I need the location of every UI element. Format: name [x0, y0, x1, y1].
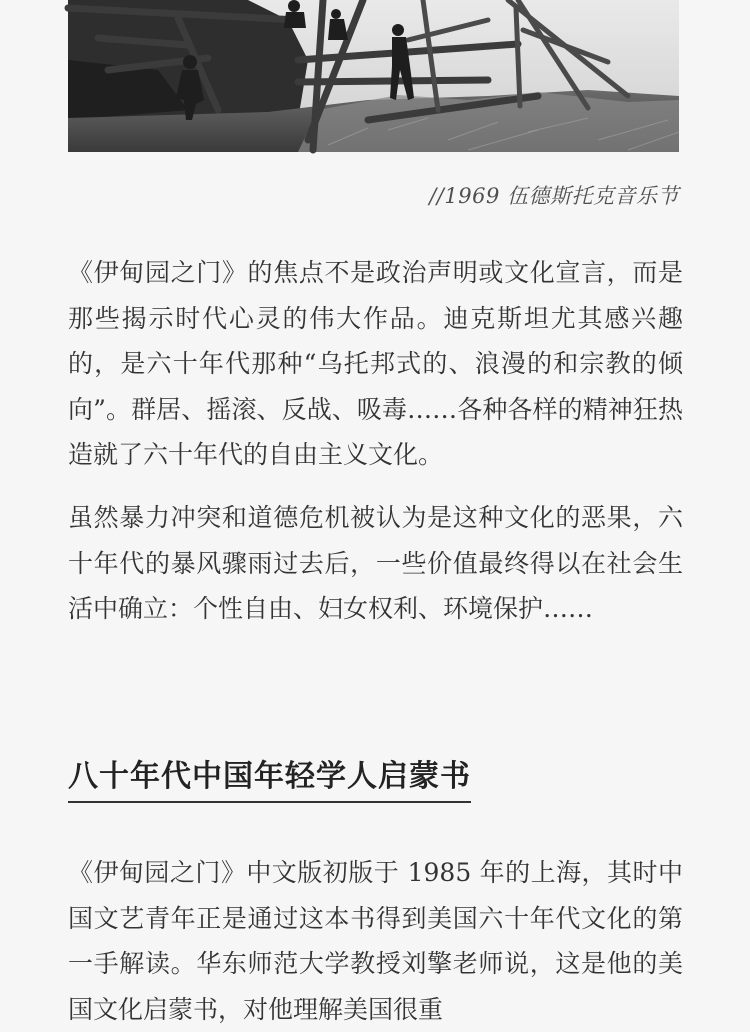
body-paragraph-1: 《伊甸园之门》的焦点不是政治声明或文化宣言，而是那些揭示时代心灵的伟大作品。迪克斯坦尤其感兴趣的，是六十年代那种“乌托邦式的、浪漫的和宗教的倾向”。群居、摇滚、反战、吸毒……各种各样的精神狂热造就了六十年代的自由主义文化。 — [68, 258, 683, 469]
photo-caption: //1969 伍德斯托克音乐节 — [429, 184, 679, 208]
section-heading: 八十年代中国年轻学人启蒙书 — [68, 757, 471, 803]
body-paragraph-2: 虽然暴力冲突和道德危机被认为是这种文化的恶果，六十年代的暴风骤雨过去后，一些价值最终得以在社会生活中确立：个性自由、妇女权利、环境保护…… — [68, 503, 683, 623]
section-paragraph: 《伊甸园之门》中文版初版于 1985 年的上海，其时中国文艺青年正是通过这本书得到美国六十年代文化的第一手解读。华东师范大学教授刘擎老师说，这是他的美国文化启蒙书，对他理解美国很重 — [68, 858, 683, 1024]
photo-illustration — [68, 0, 679, 152]
woodstock-photo — [68, 0, 679, 152]
